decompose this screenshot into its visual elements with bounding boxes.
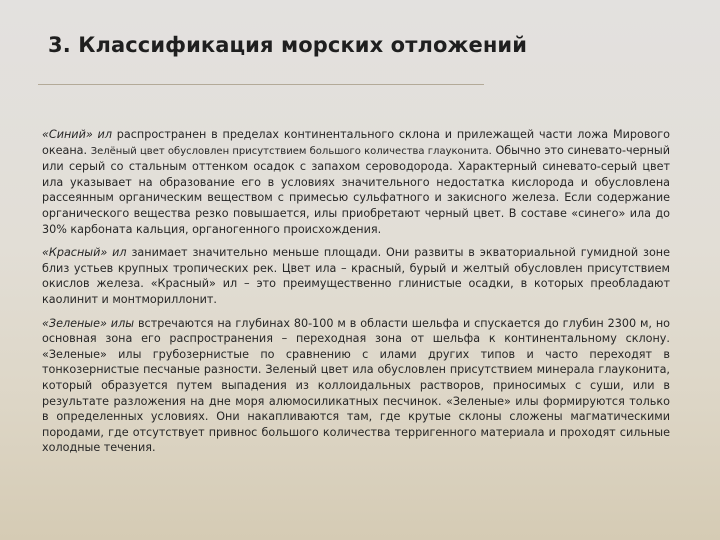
slide-body: [42, 127, 670, 464]
paragraph-green-silt: [42, 316, 670, 456]
paragraph-text-green-silt: встречаются на глубинах 80-100 м в области шельфа и спускается до глубин 2300 м, но основная зона его распространения – переходная зона от шельфа к континентальному склону. «Зеленые» илы грубозернистые по сравнению с илами других типов и часто переходят в тонкозернистые песчаные разности. Зеленый цвет ила обусловлен присутствием минерала глауконита, который образуется путем выпадения из коллоидальных растворов, приносимых с суши, или в результате разложения на дне моря алюмосиликатных песчинок. «Зеленые» илы формируются только в определенных условиях. Они накапливаются там, где крутые склоны сложены магматическими породами, где отсутствует привнос большого количества терригенного материала и проходят сильные холодные течения.: [42, 316, 670, 455]
paragraph-lead-red-silt: «Красный» ил: [42, 246, 127, 260]
slide-title: 3. Классификация морских отложений: [48, 33, 528, 57]
paragraph-text-blue-silt: распространен в пределах континентального склона и прилежащей части ложа Мирового океана.: [42, 128, 670, 157]
title-divider: [38, 84, 484, 85]
paragraph-lead-blue-silt: «Синий» ил: [42, 128, 112, 141]
paragraph-lead-green-silt: «Зеленые» илы: [42, 316, 135, 330]
paragraph-blue-silt: [42, 127, 670, 237]
paragraph-note-blue-silt: Зелёный цвет обусловлен присутствием большого количества глауконита.: [90, 145, 492, 157]
paragraph-rest-blue-silt: Обычно это синевато-черный или серый со стальным оттенком осадок с запахом сероводорода. Характерный синевато-серый цвет ила указывает на образование его в условиях значительного недостатка кислорода и обусловлена рассеянным органическим веществом с примесью сульфатного и закисного железа. Если содержание органического вещества резко повышается, илы приобретают черный цвет. В составе «синего» ила до 30% карбоната кальция, органогенного происхождения.: [42, 143, 670, 236]
paragraph-text-red-silt: занимает значительно меньше площади. Они развиты в экваториальной гумидной зоне близ устьев крупных тропических рек. Цвет ила – красный, бурый и желтый обусловлен присутствием окислов железа. «Красный» ил – это преимущественно глинистые осадки, в которых преобладают каолинит и монтмориллонит.: [42, 246, 670, 306]
paragraph-red-silt: [42, 245, 670, 307]
